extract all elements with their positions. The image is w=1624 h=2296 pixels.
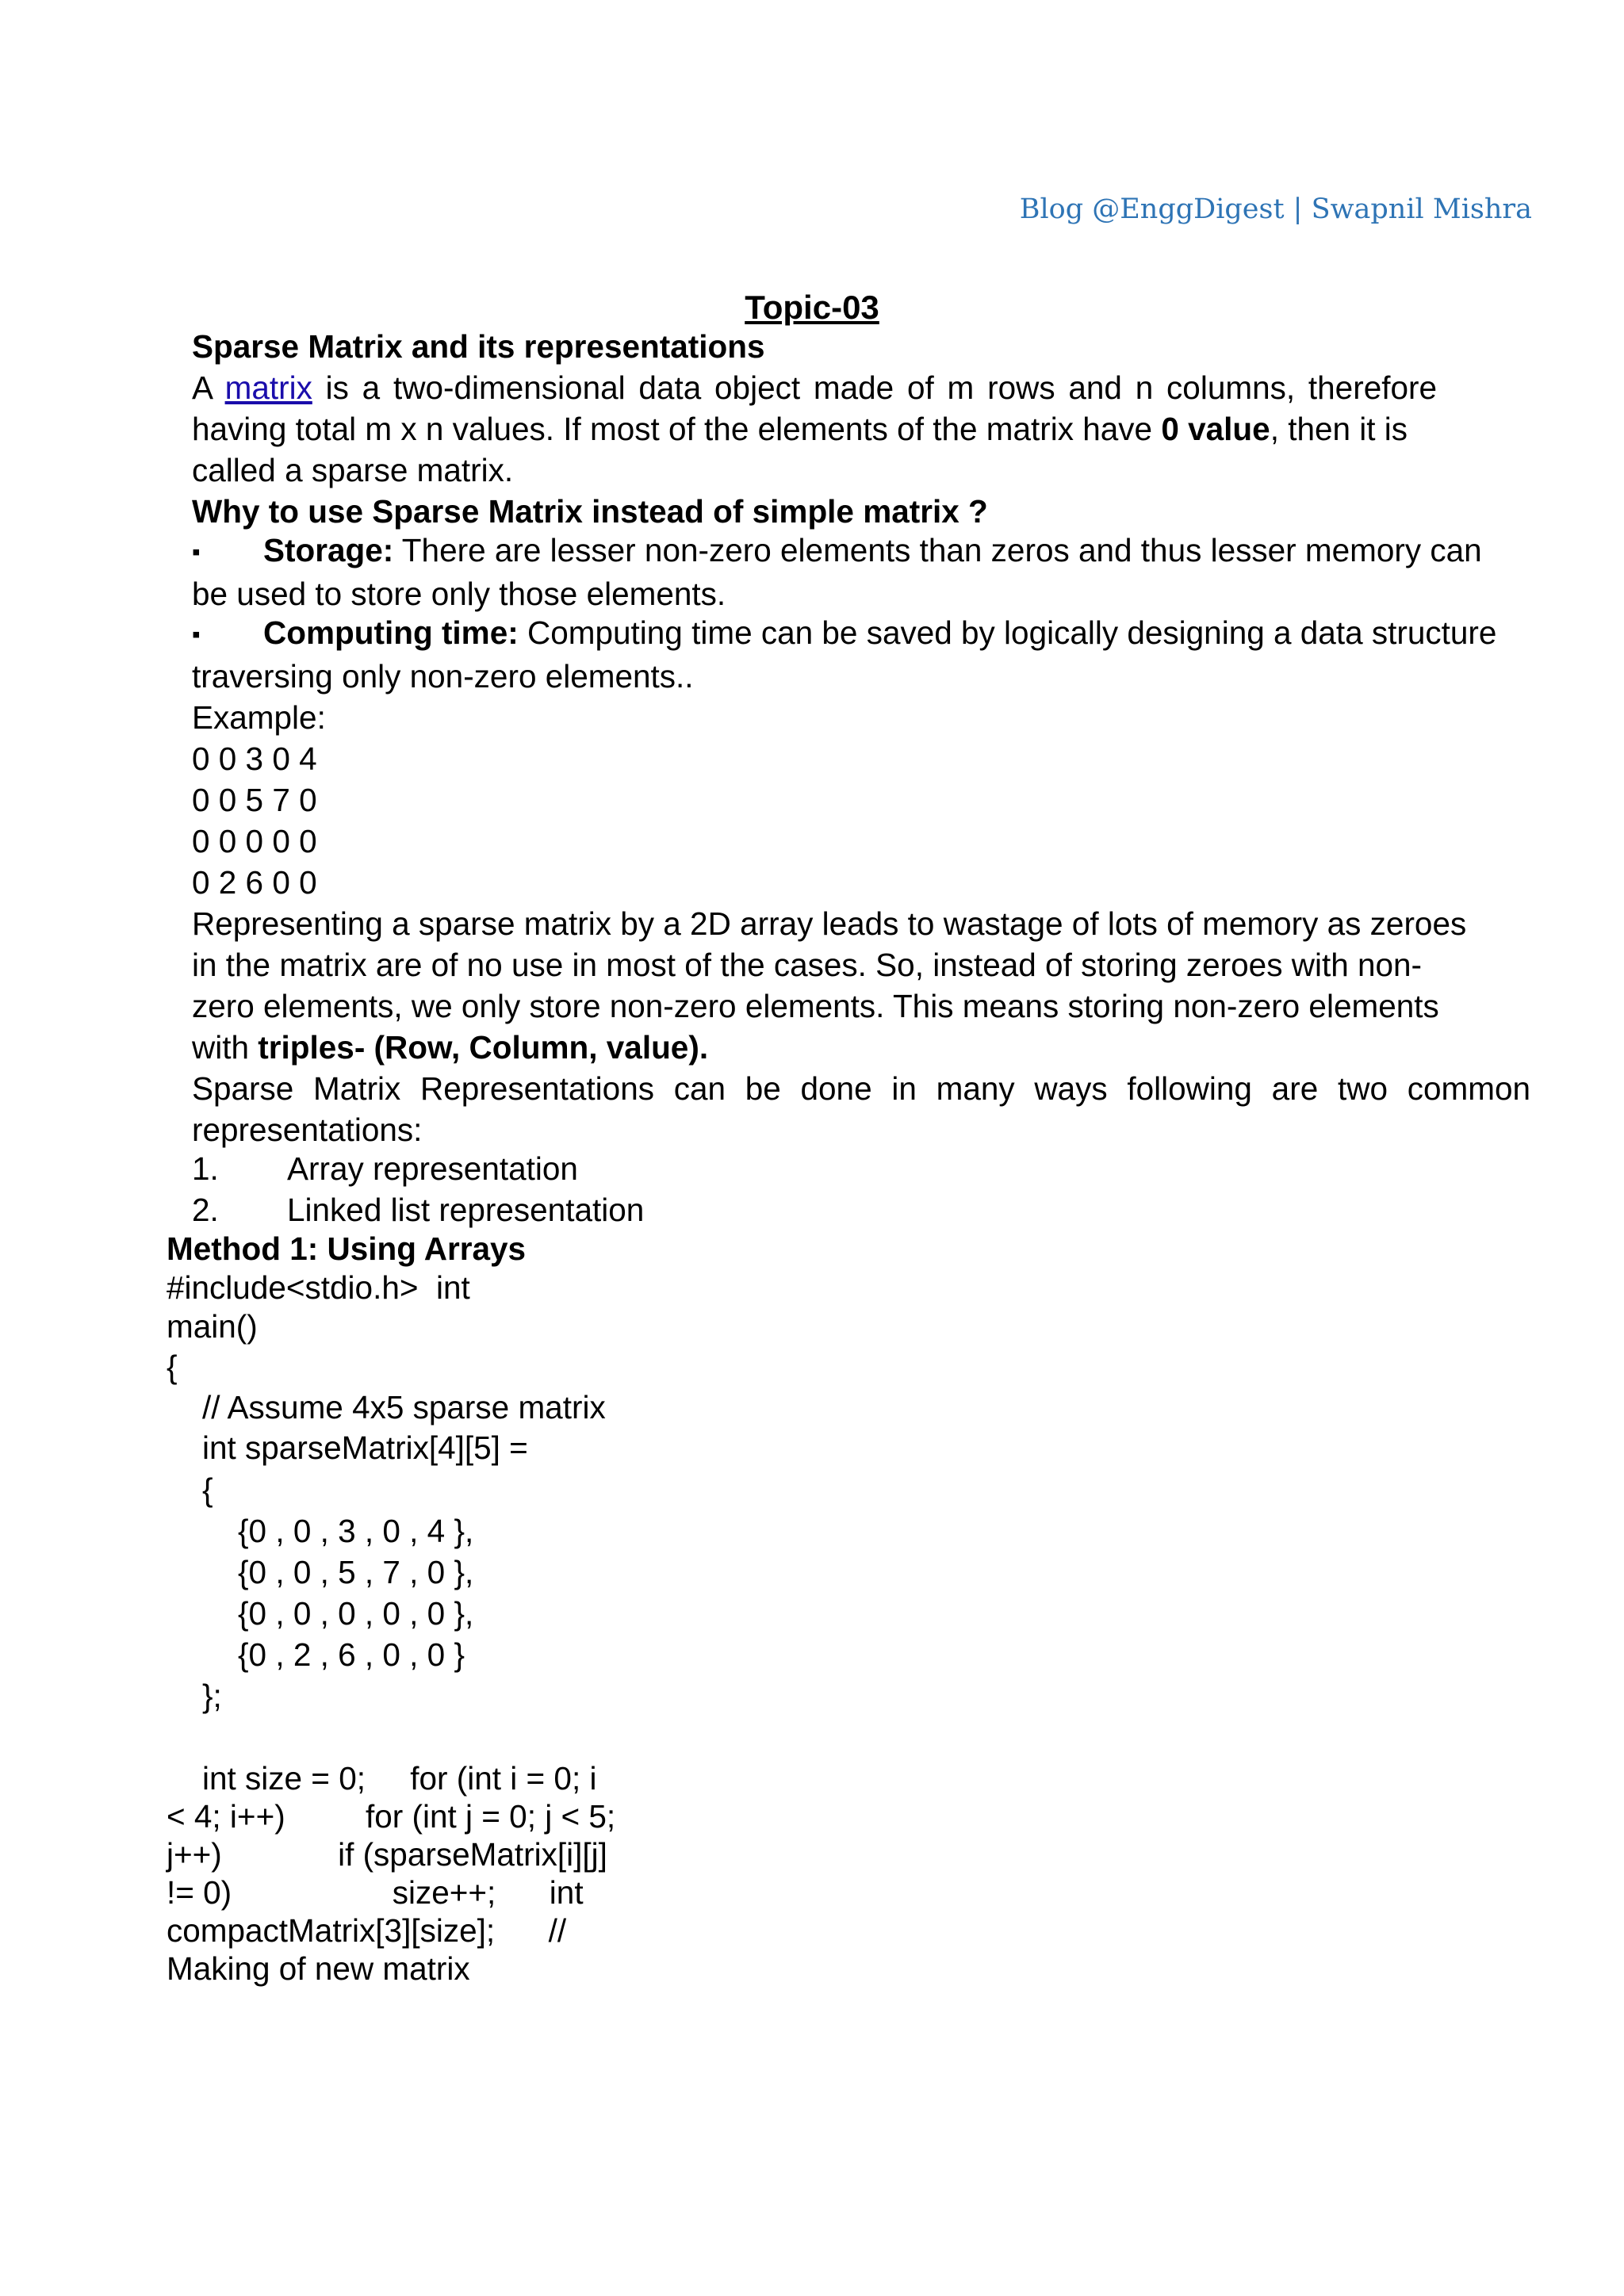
code-line: int sparseMatrix[4][5] = [167, 1429, 528, 1466]
bullet-computing-cont: traversing only non-zero elements.. [192, 658, 694, 695]
bullet-computing-text: Computing time can be saved by logically designing a data structure [518, 614, 1497, 651]
intro-line2-bold: 0 value [1161, 411, 1270, 447]
topic-title: Topic-03 [745, 289, 879, 326]
para3-line-1: Sparse Matrix Representations can be done in many ways following are two common [192, 1070, 1530, 1107]
example-row: 0 0 5 7 0 [192, 782, 317, 818]
example-label: Example: [192, 699, 326, 736]
code-line: Making of new matrix [167, 1950, 470, 1987]
bullet-icon: ▪ [192, 622, 201, 648]
triples-text: triples- (Row, Column, value). [258, 1029, 709, 1066]
intro-line-2 [192, 408, 1408, 450]
code-line: compactMatrix[3][size]; // [167, 1912, 567, 1949]
list-item-array: Array representation [287, 1150, 578, 1187]
code-line: }; [167, 1678, 222, 1714]
para2-line-3: zero elements, we only store non-zero elements. This means storing non-zero elements [192, 988, 1439, 1024]
code-line: { [167, 1471, 213, 1508]
code-line: { [167, 1349, 178, 1385]
matrix-link[interactable]: matrix [224, 369, 312, 406]
code-line: {0 , 0 , 3 , 0 , 4 }, [167, 1513, 474, 1549]
code-line: != 0) size++; int [167, 1874, 584, 1911]
why-heading: Why to use Sparse Matrix instead of simple matrix ? [192, 493, 988, 530]
list-item-linked: Linked list representation [287, 1192, 645, 1228]
para2-line-1: Representing a sparse matrix by a 2D array leads to wastage of lots of memory as zeroes [192, 905, 1467, 942]
bullet-icon: ▪ [192, 539, 201, 565]
intro-line1-rest: is a two-dimensional data object made of m rows and n columns, therefore [312, 369, 1438, 406]
para3-line-2: representations: [192, 1112, 423, 1148]
section-title: Sparse Matrix and its representations [192, 328, 765, 365]
code-line: #include<stdio.h> int [167, 1269, 470, 1306]
list-number: 1. [192, 1150, 219, 1187]
code-line: int size = 0; for (int i = 0; i [167, 1760, 597, 1797]
bullet-computing-label: Computing time: [263, 614, 519, 651]
bullet-storage-cont: be used to store only those elements. [192, 576, 726, 612]
para2-line4-pre: with [192, 1029, 259, 1066]
code-line: main() [167, 1308, 258, 1345]
bullet-computing [263, 614, 1496, 652]
example-row: 0 0 3 0 4 [192, 740, 317, 777]
code-line: {0 , 0 , 0 , 0 , 0 }, [167, 1595, 474, 1632]
para2-line-2: in the matrix are of no use in most of the cases. So, instead of storing zeroes with non- [192, 947, 1423, 983]
example-row: 0 0 0 0 0 [192, 823, 317, 859]
intro-prefix: A [192, 369, 225, 406]
method-heading: Method 1: Using Arrays [167, 1230, 527, 1267]
code-line: {0 , 0 , 5 , 7 , 0 }, [167, 1554, 474, 1590]
code-line: // Assume 4x5 sparse matrix [167, 1389, 606, 1425]
page-header: Blog @EnggDigest | Swapnil Mishra [1019, 193, 1532, 225]
bullet-storage-label: Storage: [263, 532, 394, 568]
code-line: < 4; i++) for (int j = 0; j < 5; [167, 1798, 616, 1835]
bullet-storage-text: There are lesser non-zero elements than zeros and thus lesser memory can [393, 532, 1482, 568]
intro-line-1 [192, 367, 1437, 408]
para2-line-4 [192, 1027, 708, 1068]
intro-line-3: called a sparse matrix. [192, 452, 514, 488]
code-line: {0 , 2 , 6 , 0 , 0 } [167, 1636, 465, 1673]
example-row: 0 2 6 0 0 [192, 864, 317, 901]
list-number: 2. [192, 1192, 219, 1228]
intro-line2-pre: having total m x n values. If most of the elements of the matrix have [192, 411, 1162, 447]
intro-line2-post: , then it is [1270, 411, 1408, 447]
code-line: j++) if (sparseMatrix[i][j] [167, 1836, 607, 1873]
bullet-storage [263, 532, 1482, 569]
